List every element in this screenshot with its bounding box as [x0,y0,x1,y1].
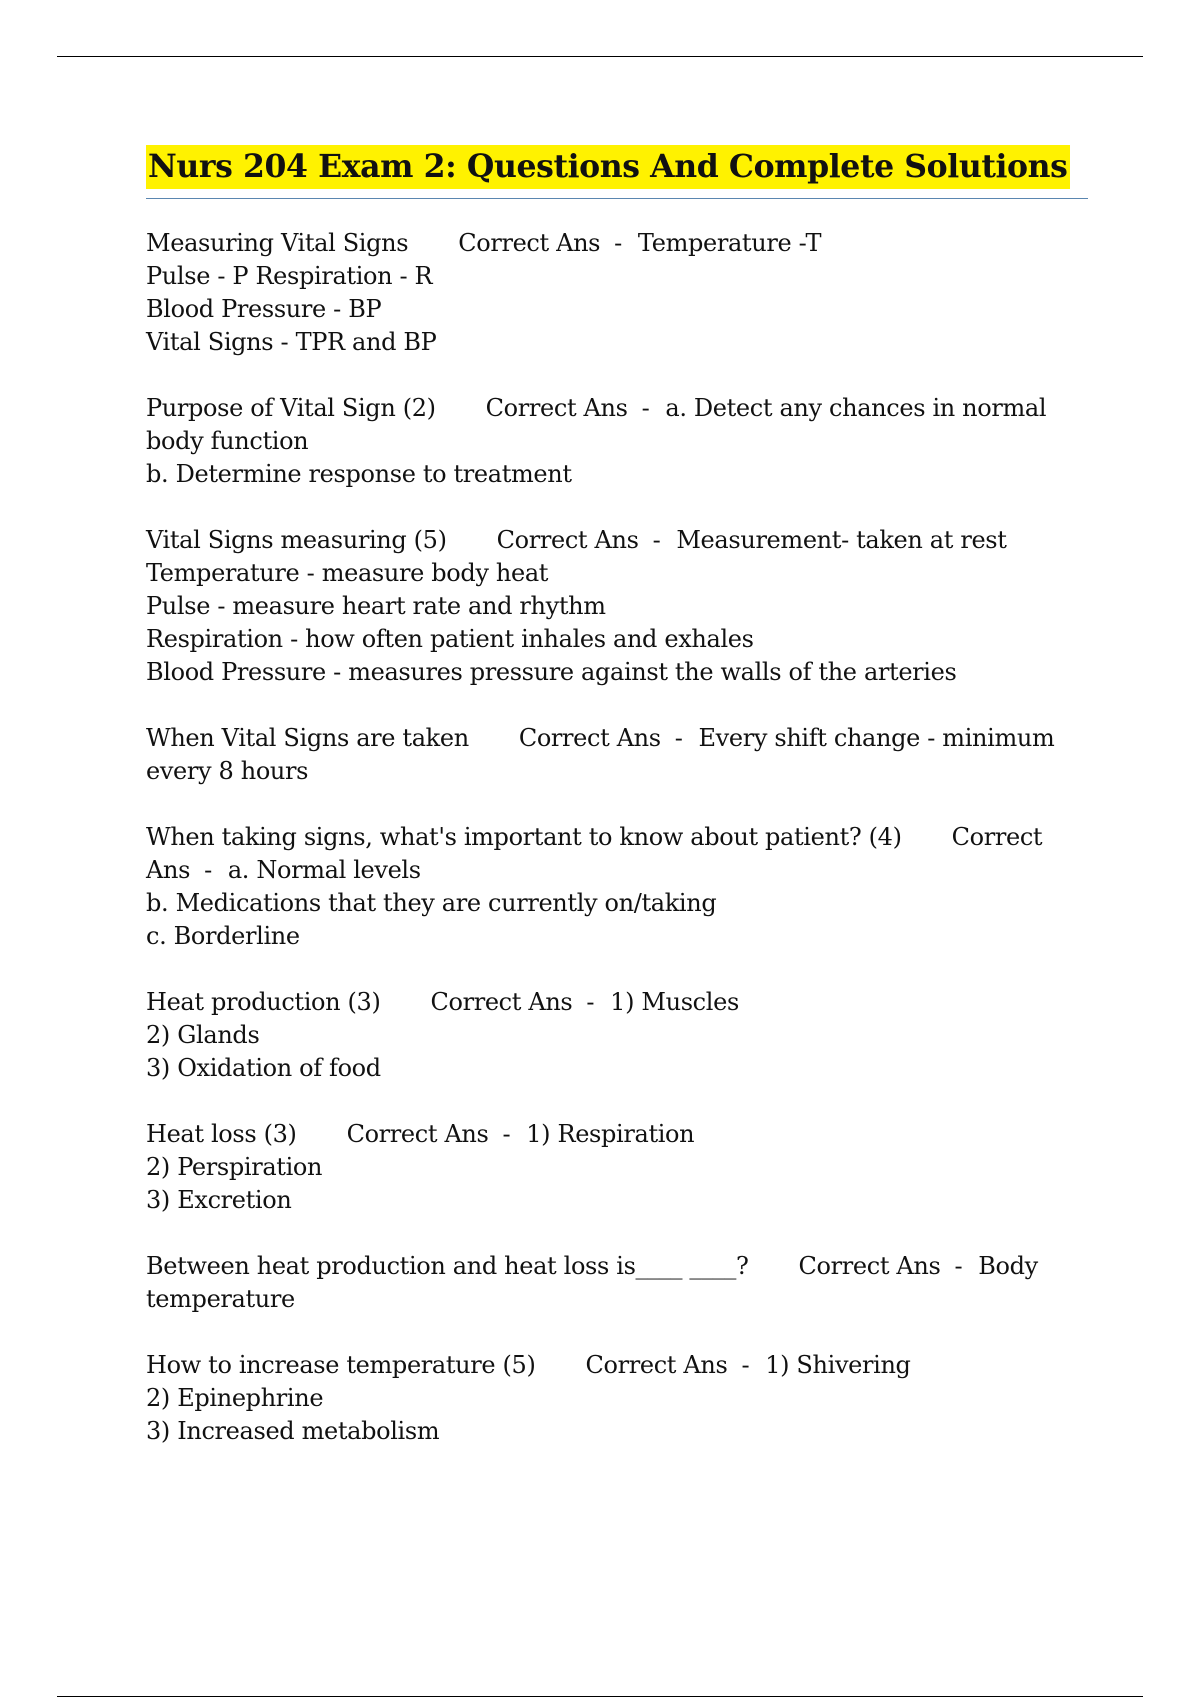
qa-item [146,821,1086,953]
qa-question-line [146,524,1086,557]
answer-dash: - [741,1351,750,1379]
answer-line: temperature [146,1285,295,1313]
answer-text: 1) Respiration [526,1120,695,1148]
answer-dash: - [502,1120,511,1148]
qa-item [146,986,1086,1085]
answer-line: Vital Signs - TPR and BP [146,328,437,356]
answer-text: Body [978,1252,1038,1280]
question-text: Between heat production and heat loss is____ ____? [146,1252,749,1280]
answer-label: Correct Ans [458,229,601,257]
answer-line: Respiration - how often patient inhales and exhales [146,625,754,653]
answer-text: 1) Muscles [610,988,739,1016]
document-title: Nurs 204 Exam 2: Questions And Complete Solutions [146,145,1070,189]
qa-item [146,1250,1086,1316]
answer-line: 2) Perspiration [146,1153,323,1181]
answer-line: 2) Glands [146,1021,260,1049]
answer-line: Temperature - measure body heat [146,559,549,587]
answer-line: b. Determine response to treatment [146,460,572,488]
answer-label: Correct Ans [496,526,639,554]
question-text: When Vital Signs are taken [146,724,469,752]
answer-label: Correct Ans [585,1351,728,1379]
question-text: Purpose of Vital Sign (2) [146,394,436,422]
answer-label: Correct Ans [430,988,573,1016]
answer-label: Correct Ans [346,1120,489,1148]
answer-line: Blood Pressure - measures pressure against the walls of the arteries [146,658,957,686]
qa-question-line [146,392,1086,425]
qa-question-line [146,1250,1086,1283]
answer-label: Correct Ans [798,1252,941,1280]
answer-dash: - [614,229,622,257]
answer-dash: - [652,526,661,554]
answer-dash: - [204,856,212,884]
answer-dash: - [641,394,650,422]
answer-line: 2) Epinephrine [146,1384,324,1412]
answer-line: Blood Pressure - BP [146,295,382,323]
question-text: Heat loss (3) [146,1120,297,1148]
answer-dash: - [674,724,683,752]
question-text: How to increase temperature (5) [146,1351,536,1379]
question-text: Vital Signs measuring (5) [146,526,447,554]
answer-dash: - [954,1252,963,1280]
qa-question-line [146,1349,1086,1382]
qa-question-line [146,1118,1086,1151]
qa-question-line [146,821,1086,854]
answer-text: Measurement- taken at rest [676,526,1007,554]
answer-line: body function [146,427,309,455]
answer-label: Correct Ans [518,724,661,752]
answer-line: c. Borderline [146,922,300,950]
answer-text: Temperature -T [637,229,822,257]
answer-label: Correct Ans [485,394,628,422]
answer-text: Every shift change - minimum [698,724,1055,752]
qa-question-line [146,722,1086,755]
answer-line: Pulse - P Respiration - R [146,262,433,290]
qa-item [146,722,1086,788]
question-text: When taking signs, what's important to know about patient? (4) [146,823,902,851]
answer-line: 3) Increased metabolism [146,1417,440,1445]
qa-list [146,227,1086,1481]
qa-item [146,524,1086,689]
qa-answer-line [146,854,1086,887]
question-text: Measuring Vital Signs [146,229,409,257]
answer-label-start: Correct [951,823,1043,851]
qa-item [146,1349,1086,1448]
answer-text: 1) Shivering [765,1351,911,1379]
qa-item [146,1118,1086,1217]
answer-text: a. Detect any chances in normal [665,394,1047,422]
answer-line: 3) Oxidation of food [146,1054,381,1082]
answer-line: every 8 hours [146,757,309,785]
answer-text: a. Normal levels [227,856,421,884]
footer-rule [57,1696,1143,1697]
qa-question-line [146,227,1086,260]
header-rule [57,56,1143,57]
qa-item [146,392,1086,491]
answer-line: 3) Excretion [146,1186,292,1214]
qa-item [146,227,1086,359]
answer-dash: - [586,988,595,1016]
qa-question-line [146,986,1086,1019]
title-block [146,143,1088,199]
answer-line: b. Medications that they are currently on/taking [146,889,717,917]
question-text: Heat production (3) [146,988,381,1016]
answer-label-end: Ans [146,856,191,884]
answer-line: Pulse - measure heart rate and rhythm [146,592,606,620]
